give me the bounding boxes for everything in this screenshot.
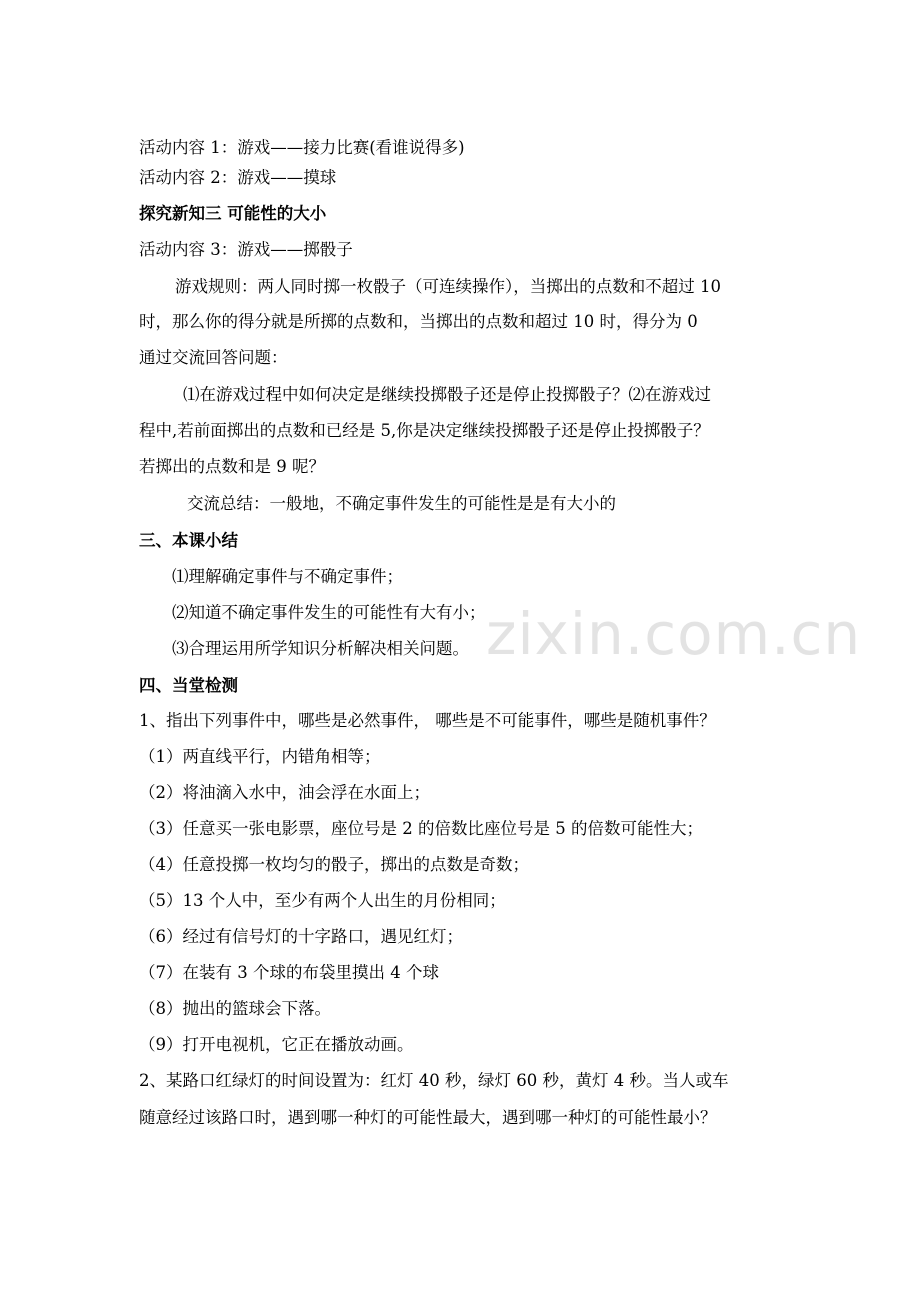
- question-1-item: （8）抛出的篮球会下落。: [139, 999, 331, 1018]
- question-line-3: 若掷出的点数和是 9 呢？: [139, 457, 325, 476]
- question-1-item: （3）任意买一张电影票，座位号是 2 的倍数比座位号是 5 的倍数可能性大；: [139, 819, 703, 838]
- question-1-item: （4）任意投掷一枚均匀的骰子，掷出的点数是奇数；: [139, 855, 529, 874]
- summary-item: ⑶合理运用所学知识分析解决相关问题。: [172, 639, 469, 658]
- question-1-item: （2）将油滴入水中，油会浮在水面上；: [139, 783, 430, 802]
- game-rule-line-1: 游戏规则：两人同时掷一枚骰子（可连续操作），当掷出的点数和不超过 10: [175, 277, 721, 296]
- question-1-item: （7）在装有 3 个球的布袋里摸出 4 个球: [139, 963, 439, 982]
- question-1-item: （9）打开电视机，它正在播放动画。: [139, 1035, 414, 1054]
- question-line-1: ⑴在游戏过程中如何决定是继续投掷骰子还是停止投掷骰子？⑵在游戏过: [183, 385, 711, 404]
- question-line-2: 程中,若前面掷出的点数和已经是 5,你是决定继续投掷骰子还是停止投掷骰子？: [139, 421, 710, 440]
- activity-3: 活动内容 3：游戏——掷骰子: [139, 240, 353, 259]
- game-rule-line-2: 时，那么你的得分就是所掷的点数和，当掷出的点数和超过 10 时，得分为 0: [139, 312, 698, 331]
- summary-item: ⑵知道不确定事件发生的可能性有大有小；: [172, 603, 486, 622]
- section-test-heading: 四、当堂检测: [139, 676, 238, 695]
- question-1-item: （1）两直线平行，内错角相等；: [139, 747, 381, 766]
- section-explore-heading: 探究新知三 可能性的大小: [139, 204, 327, 223]
- section-summary-heading: 三、本课小结: [139, 531, 238, 550]
- discuss-intro: 通过交流回答问题：: [139, 348, 288, 367]
- question-2-line-1: 2、某路口红绿灯的时间设置为：红灯 40 秒，绿灯 60 秒，黄灯 4 秒。当人或车: [139, 1071, 729, 1090]
- activity-1: 活动内容 1：游戏——接力比赛(看谁说得多): [139, 138, 465, 157]
- summary-item: ⑴理解确定事件与不确定事件；: [172, 567, 403, 586]
- question-1: 1、指出下列事件中，哪些是必然事件， 哪些是不可能事件，哪些是随机事件？: [139, 711, 716, 730]
- question-1-item: （6）经过有信号灯的十字路口，遇见红灯；: [139, 927, 463, 946]
- discussion-summary: 交流总结：一般地，不确定事件发生的可能性是是有大小的: [187, 494, 616, 513]
- question-2-line-2: 随意经过该路口时，遇到哪一种灯的可能性最大，遇到哪一种灯的可能性最小？: [139, 1108, 717, 1127]
- question-1-item: （5）13 个人中，至少有两个人出生的月份相同；: [139, 891, 506, 910]
- watermark: zixin.com.cn: [486, 600, 862, 668]
- activity-2: 活动内容 2：游戏——摸球: [139, 168, 337, 187]
